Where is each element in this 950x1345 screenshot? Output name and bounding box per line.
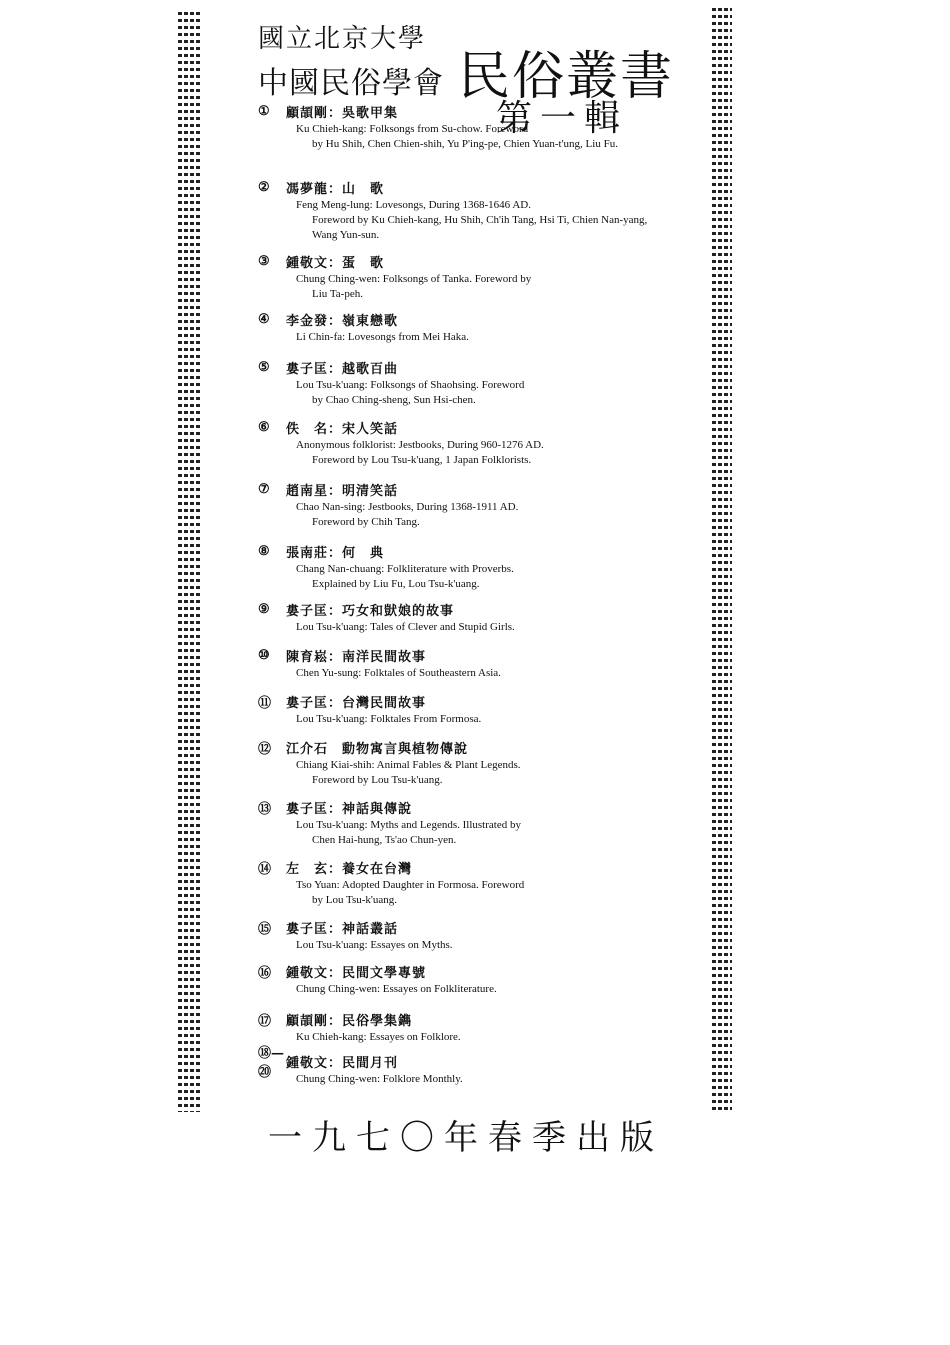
entry-number: ⑫ xyxy=(258,741,272,757)
entry-title-row xyxy=(258,416,668,438)
entry-chinese-title: 馮夢龍：山 歌 xyxy=(286,181,385,197)
entry-english-line1: Lou Tsu-k'uang: Essayes on Myths. xyxy=(296,939,453,951)
entry-english-line2: by Lou Tsu-k'uang. xyxy=(312,894,398,906)
entry-english xyxy=(296,272,668,302)
entry-title-row xyxy=(258,598,668,620)
entry-english xyxy=(296,562,668,592)
entry-number: ⑩ xyxy=(258,647,270,663)
entry-english-line2: Foreword by Ku Chieh-kang, Hu Shih, Ch'ih Tang, Hsi Ti, Chien Nan-yang, Wang Yun-sun. xyxy=(312,214,648,241)
entry-chinese-title: 佚 名：宋人笑話 xyxy=(286,421,399,437)
entry-number: ⑯ xyxy=(258,965,272,981)
entry-english-line1: Chung Ching-wen: Folksongs of Tanka. Foreword by xyxy=(296,273,532,285)
entry-title-row xyxy=(258,356,668,378)
entry-chinese-title: 左 玄：養女在台灣 xyxy=(286,861,413,877)
entry-title-row xyxy=(258,916,668,938)
book-entry xyxy=(258,176,668,243)
book-entry xyxy=(258,916,668,953)
series-title: 民俗叢書 xyxy=(458,47,675,107)
entry-english-line1: Chang Nan-chuang: Folkliterature with Proverbs. xyxy=(296,563,514,575)
entry-english-line1: Chiang Kiai-shih: Animal Fables & Plant Legends. xyxy=(296,759,521,771)
entry-title-row xyxy=(258,100,668,122)
entry-chinese-title: 陳育崧：南洋民間故事 xyxy=(286,649,427,665)
entry-number: ⑱—⑳ xyxy=(258,1046,285,1080)
book-entry xyxy=(258,250,668,302)
entry-english-line1: Ku Chieh-kang: Essayes on Folklore. xyxy=(296,1031,461,1043)
entry-title-row xyxy=(258,796,668,818)
entry-title-row xyxy=(258,176,668,198)
entry-english-line1: Lou Tsu-k'uang: Tales of Clever and Stupid Girls. xyxy=(296,621,515,633)
entry-english-line2: Liu Ta-peh. xyxy=(312,288,363,300)
left-decorative-border xyxy=(178,12,200,1112)
entry-title-row xyxy=(258,1008,668,1030)
entry-number: ⑨ xyxy=(258,601,270,617)
entry-chinese-title: 婁子匡：神話叢話 xyxy=(286,921,399,937)
entry-english xyxy=(296,378,668,408)
entry-english xyxy=(296,712,668,727)
entry-english-line2: Chen Hai-hung, Ts'ao Chun-yen. xyxy=(312,834,457,846)
entry-english xyxy=(296,500,668,530)
entry-chinese-title: 江介石 動物寓言與植物傳說 xyxy=(286,741,469,757)
entry-english-line2: by Hu Shih, Chen Chien-shih, Yu P'ing-pe, Chien Yuan-t'ung, Liu Fu. xyxy=(312,138,618,150)
entry-number: ⑰ xyxy=(258,1013,272,1029)
publication-date: 一九七〇年春季出版 xyxy=(268,1118,664,1158)
entry-number: ⑬ xyxy=(258,801,272,817)
entry-number: ③ xyxy=(258,253,270,269)
entry-title-row xyxy=(258,960,668,982)
entry-number: ① xyxy=(258,103,270,119)
entry-english-line1: Lou Tsu-k'uang: Folktales From Formosa. xyxy=(296,713,482,725)
entry-chinese-title: 顧頡剛：民俗學集鐫 xyxy=(286,1013,413,1029)
entry-english xyxy=(296,982,668,997)
entry-english-line1: Lou Tsu-k'uang: Folksongs of Shaohsing. Foreword xyxy=(296,379,525,391)
entry-number: ⑤ xyxy=(258,359,270,375)
entry-chinese-title: 張南莊：何 典 xyxy=(286,545,385,561)
book-entry xyxy=(258,356,668,408)
entry-english-line1: Lou Tsu-k'uang: Myths and Legends. Illustrated by xyxy=(296,819,521,831)
entry-english-line1: Ku Chieh-kang: Folksongs from Su-chow. Foreword xyxy=(296,123,529,135)
entry-english xyxy=(296,198,668,243)
book-entry xyxy=(258,1046,668,1087)
right-decorative-border xyxy=(712,8,732,1110)
entry-number: ⑮ xyxy=(258,921,272,937)
entry-english-line2: Foreword by Lou Tsu-k'uang. xyxy=(312,774,443,786)
entry-english-line1: Feng Meng-lung: Lovesongs, During 1368-1646 AD. xyxy=(296,199,531,211)
entry-english xyxy=(296,666,668,681)
entry-english-line1: Li Chin-fa: Lovesongs from Mei Haka. xyxy=(296,331,469,343)
entry-title-row xyxy=(258,644,668,666)
entry-english-line2: Foreword by Lou Tsu-k'uang, 1 Japan Folklorists. xyxy=(312,454,532,466)
book-entry xyxy=(258,1008,668,1045)
entry-english xyxy=(296,330,668,345)
entry-english-line1: Tso Yuan: Adopted Daughter in Formosa. Foreword xyxy=(296,879,525,891)
book-entry xyxy=(258,308,668,345)
entry-number: ⑭ xyxy=(258,861,272,877)
entry-english xyxy=(296,122,668,152)
entry-english xyxy=(296,818,668,848)
entry-chinese-title: 李金發：嶺東戀歌 xyxy=(286,313,399,329)
entry-english xyxy=(296,1030,668,1045)
entry-english-line2: Explained by Liu Fu, Lou Tsu-k'uang. xyxy=(312,578,480,590)
entry-number: ⑪ xyxy=(258,695,272,711)
entry-number: ⑦ xyxy=(258,481,270,497)
entry-title-row xyxy=(258,308,668,330)
entry-english xyxy=(296,1072,668,1087)
entry-chinese-title: 趙南星：明清笑話 xyxy=(286,483,399,499)
book-entry xyxy=(258,960,668,997)
publisher-line: 國立北京大學 xyxy=(258,24,427,54)
entry-title-row xyxy=(258,250,668,272)
entry-chinese-title: 鍾敬文：蛋 歌 xyxy=(286,255,385,271)
entry-english-line2: by Chao Ching-sheng, Sun Hsi-chen. xyxy=(312,394,476,406)
entry-number: ④ xyxy=(258,311,270,327)
entry-chinese-title: 鍾敬文：民間文學專號 xyxy=(286,965,427,981)
entry-chinese-title: 鍾敬文：民間月刊 xyxy=(286,1055,399,1071)
entry-english xyxy=(296,438,668,468)
entry-chinese-title: 婁子匡：神話與傳說 xyxy=(286,801,413,817)
entry-english-line1: Chung Ching-wen: Folklore Monthly. xyxy=(296,1073,463,1085)
book-entry xyxy=(258,100,668,152)
book-entry xyxy=(258,644,668,681)
entry-english-line1: Chen Yu-sung: Folktales of Southeastern Asia. xyxy=(296,667,501,679)
entry-title-row xyxy=(258,540,668,562)
entry-english-line1: Anonymous folklorist: Jestbooks, During 960-1276 AD. xyxy=(296,439,544,451)
entry-english-line1: Chung Ching-wen: Essayes on Folkliterature. xyxy=(296,983,497,995)
entry-number: ⑧ xyxy=(258,543,270,559)
book-entry xyxy=(258,690,668,727)
entry-title-row xyxy=(258,856,668,878)
entry-number: ⑥ xyxy=(258,419,270,435)
entry-title-row xyxy=(258,736,668,758)
book-entry xyxy=(258,736,668,788)
book-entry xyxy=(258,416,668,468)
entry-chinese-title: 顧頡剛：吳歌甲集 xyxy=(286,105,399,121)
entry-title-row xyxy=(258,690,668,712)
book-entry xyxy=(258,598,668,635)
book-entry xyxy=(258,540,668,592)
book-entry xyxy=(258,478,668,530)
book-entry xyxy=(258,796,668,848)
book-entry xyxy=(258,856,668,908)
entry-chinese-title: 婁子匡：越歌百曲 xyxy=(286,361,399,377)
entry-english xyxy=(296,938,668,953)
entry-number: ② xyxy=(258,179,270,195)
entry-english-line2: Foreword by Chih Tang. xyxy=(312,516,420,528)
entry-chinese-title: 婁子匡：台灣民間故事 xyxy=(286,695,427,711)
entry-chinese-title: 婁子匡：巧女和獃娘的故事 xyxy=(286,603,455,619)
society-line: 中國民俗學會 xyxy=(258,66,444,101)
entry-title-row xyxy=(258,478,668,500)
entry-english xyxy=(296,620,668,635)
entry-english-line1: Chao Nan-sing: Jestbooks, During 1368-1911 AD. xyxy=(296,501,519,513)
volume-label: 第一輯 xyxy=(496,98,629,139)
entry-english xyxy=(296,878,668,908)
entry-english xyxy=(296,758,668,788)
